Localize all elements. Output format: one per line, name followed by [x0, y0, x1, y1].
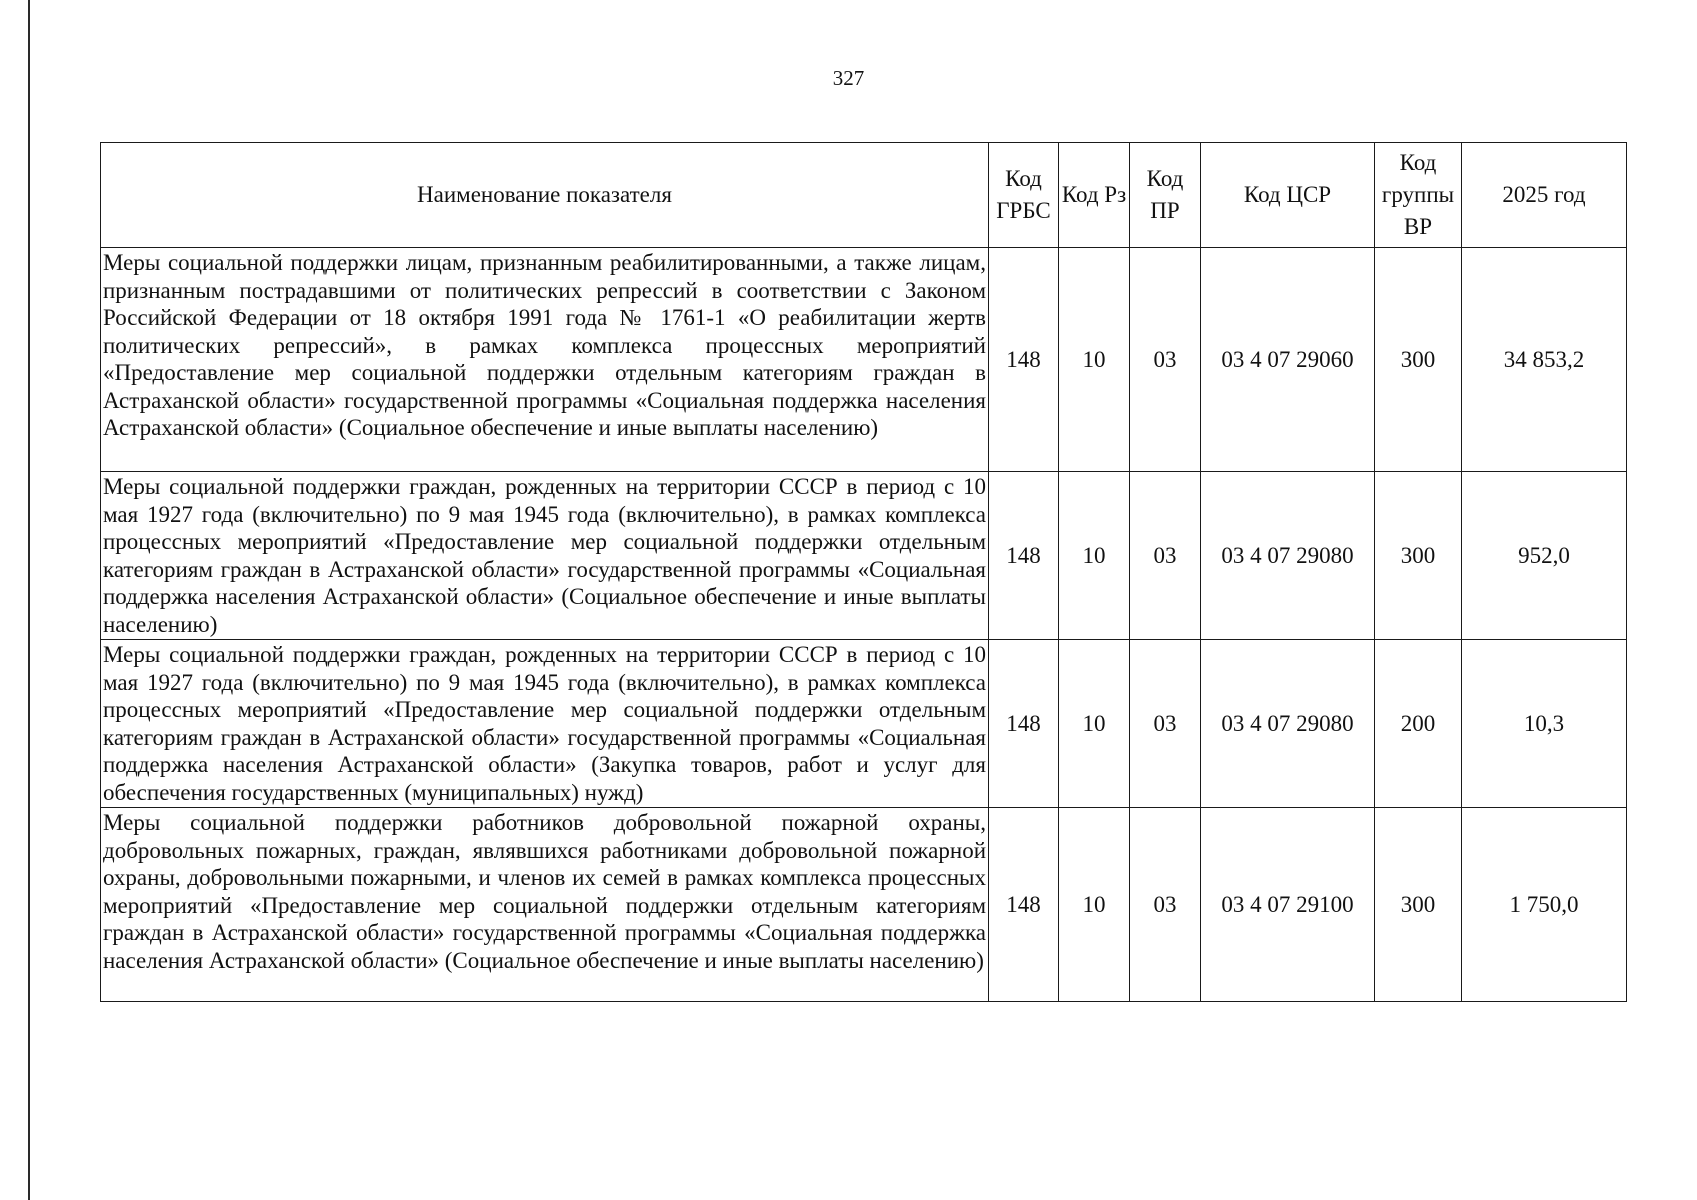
header-year-2025: 2025 год: [1462, 143, 1627, 248]
cell-indicator-name: Меры социальной поддержки граждан, рожденных на территории СССР в период с 10 мая 1927 года (включительно) по 9 мая 1945 года (включительно), в рамках комплекса процессных мероприятий «Предоставление мер социальной поддержки отдельным категориям граждан в Астраханской области» государственной программы «Социальная поддержка населения Астраханской области» (Закупка товаров, работ и услуг для обеспечения государственных (муниципальных) нужд): [101, 640, 989, 808]
table-row: [101, 640, 1627, 808]
header-csr-code: Код ЦСР: [1201, 143, 1375, 248]
cell-rz-code: 10: [1059, 808, 1130, 1002]
header-grbs-code: Код ГРБС: [989, 143, 1059, 248]
header-pr-code: Код ПР: [1130, 143, 1201, 248]
cell-csr-code: 03 4 07 29080: [1201, 640, 1375, 808]
cell-vr-group-code: 300: [1375, 248, 1462, 472]
cell-csr-code: 03 4 07 29100: [1201, 808, 1375, 1002]
cell-grbs-code: 148: [989, 248, 1059, 472]
cell-csr-code: 03 4 07 29080: [1201, 472, 1375, 640]
cell-rz-code: 10: [1059, 640, 1130, 808]
table-row: [101, 472, 1627, 640]
cell-amount-2025: 1 750,0: [1462, 808, 1627, 1002]
cell-vr-group-code: 200: [1375, 640, 1462, 808]
cell-rz-code: 10: [1059, 248, 1130, 472]
table-header-row: [101, 143, 1627, 248]
cell-pr-code: 03: [1130, 248, 1201, 472]
cell-indicator-name: Меры социальной поддержки работников добровольной пожарной охраны, добровольных пожарных, граждан, являвшихся работниками добровольной пожарной охраны, добровольными пожарными, и членов их семей в рамках комплекса процессных мероприятий «Предоставление мер социальной поддержки отдельным категориям граждан в Астраханской области» государственной программы «Социальная поддержка населения Астраханской области» (Социальное обеспечение и иные выплаты населению): [101, 808, 989, 1002]
cell-vr-group-code: 300: [1375, 472, 1462, 640]
cell-amount-2025: 952,0: [1462, 472, 1627, 640]
cell-vr-group-code: 300: [1375, 808, 1462, 1002]
table-row: [101, 248, 1627, 472]
cell-pr-code: 03: [1130, 640, 1201, 808]
cell-rz-code: 10: [1059, 472, 1130, 640]
header-indicator-name: Наименование показателя: [101, 143, 989, 248]
cell-grbs-code: 148: [989, 472, 1059, 640]
cell-pr-code: 03: [1130, 472, 1201, 640]
cell-amount-2025: 10,3: [1462, 640, 1627, 808]
cell-pr-code: 03: [1130, 808, 1201, 1002]
cell-grbs-code: 148: [989, 808, 1059, 1002]
header-vr-group-code: Код группы ВР: [1375, 143, 1462, 248]
cell-indicator-name: Меры социальной поддержки граждан, рожденных на территории СССР в период с 10 мая 1927 года (включительно) по 9 мая 1945 года (включительно), в рамках комплекса процессных мероприятий «Предоставление мер социальной поддержки отдельным категориям граждан в Астраханской области» государственной программы «Социальная поддержка населения Астраханской области» (Социальное обеспечение и иные выплаты населению): [101, 472, 989, 640]
cell-amount-2025: 34 853,2: [1462, 248, 1627, 472]
cell-csr-code: 03 4 07 29060: [1201, 248, 1375, 472]
table-row: [101, 808, 1627, 1002]
cell-grbs-code: 148: [989, 640, 1059, 808]
binding-margin-line: [28, 0, 30, 1200]
header-rz-code: Код Рз: [1059, 143, 1130, 248]
page-number: 327: [832, 66, 865, 90]
cell-indicator-name: Меры социальной поддержки лицам, признанным реабилитированными, а также лицам, признанным пострадавшими от политических репрессий в соответствии с Законом Российской Федерации от 18 октября 1991 года № 1761-1 «О реабилитации жертв политических репрессий», в рамках комплекса процессных мероприятий «Предоставление мер социальной поддержки отдельным категориям граждан в Астраханской области» государственной программы «Социальная поддержка населения Астраханской области» (Социальное обеспечение и иные выплаты населению): [101, 248, 989, 472]
budget-table: [100, 142, 1627, 1002]
